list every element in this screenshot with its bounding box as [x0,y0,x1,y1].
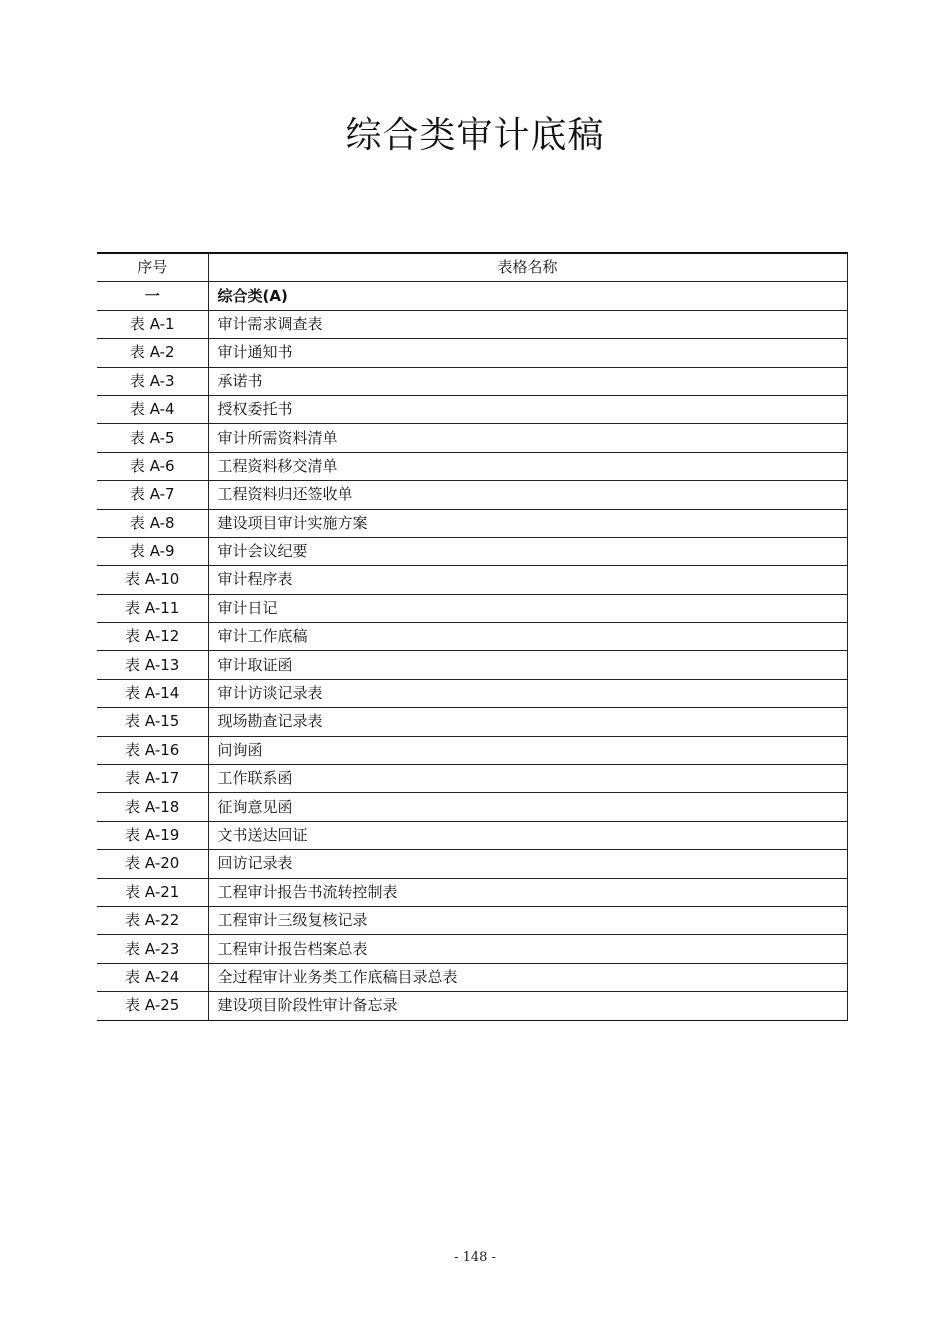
catalog-table [97,252,848,1021]
table-row [97,708,847,736]
row-seq: 表 A-17 [97,765,208,793]
header-name: 表格名称 [208,253,847,282]
table-header [97,253,847,282]
row-seq: 表 A-5 [97,424,208,452]
table-row [97,963,847,991]
row-seq: 表 A-19 [97,821,208,849]
row-seq: 表 A-3 [97,367,208,395]
row-name: 审计通知书 [208,339,847,367]
table-row [97,594,847,622]
row-name: 授权委托书 [208,395,847,423]
header-seq: 序号 [97,253,208,282]
table-row [97,906,847,934]
table-row [97,339,847,367]
table-row [97,310,847,338]
row-seq: 表 A-12 [97,623,208,651]
row-seq: 表 A-18 [97,793,208,821]
row-seq: 表 A-6 [97,452,208,480]
row-name: 审计需求调查表 [208,310,847,338]
row-seq: 表 A-21 [97,878,208,906]
table-row [97,509,847,537]
section-seq: 一 [97,282,208,310]
table-row [97,395,847,423]
row-name: 审计程序表 [208,566,847,594]
row-name: 工程审计三级复核记录 [208,906,847,934]
row-name: 征询意见函 [208,793,847,821]
row-name: 审计会议纪要 [208,537,847,565]
table-row [97,765,847,793]
row-seq: 表 A-25 [97,992,208,1020]
row-seq: 表 A-11 [97,594,208,622]
row-seq: 表 A-9 [97,537,208,565]
row-seq: 表 A-8 [97,509,208,537]
row-seq: 表 A-16 [97,736,208,764]
row-seq: 表 A-1 [97,310,208,338]
table-row [97,850,847,878]
row-seq: 表 A-15 [97,708,208,736]
table-row [97,367,847,395]
row-seq: 表 A-23 [97,935,208,963]
table-row [97,452,847,480]
row-seq: 表 A-10 [97,566,208,594]
row-seq: 表 A-7 [97,481,208,509]
row-name: 审计所需资料清单 [208,424,847,452]
row-name: 全过程审计业务类工作底稿目录总表 [208,963,847,991]
table-row [97,935,847,963]
row-name: 审计取证函 [208,651,847,679]
table-row [97,537,847,565]
table-row [97,992,847,1020]
table-row [97,736,847,764]
row-name: 回访记录表 [208,850,847,878]
row-name: 承诺书 [208,367,847,395]
row-seq: 表 A-13 [97,651,208,679]
table-row [97,793,847,821]
table-row [97,679,847,707]
header-row [97,253,847,282]
table-row [97,481,847,509]
page-number: - 148 - [454,1250,496,1265]
row-name: 建设项目阶段性审计备忘录 [208,992,847,1020]
page-title: 综合类审计底稿 [345,115,605,156]
row-name: 工程资料归还签收单 [208,481,847,509]
row-name: 审计访谈记录表 [208,679,847,707]
row-seq: 表 A-2 [97,339,208,367]
table-row [97,566,847,594]
table-row [97,821,847,849]
row-name: 工程审计报告档案总表 [208,935,847,963]
row-name: 工程审计报告书流转控制表 [208,878,847,906]
row-seq: 表 A-20 [97,850,208,878]
row-name: 审计日记 [208,594,847,622]
table-row [97,651,847,679]
row-seq: 表 A-22 [97,906,208,934]
section-name: 综合类(A) [208,282,847,310]
table-row [97,424,847,452]
table-body [97,282,847,1020]
row-name: 审计工作底稿 [208,623,847,651]
row-seq: 表 A-4 [97,395,208,423]
section-row [97,282,847,310]
row-name: 工作联系函 [208,765,847,793]
row-name: 工程资料移交清单 [208,452,847,480]
row-name: 建设项目审计实施方案 [208,509,847,537]
row-name: 现场勘查记录表 [208,708,847,736]
table-row [97,623,847,651]
row-seq: 表 A-14 [97,679,208,707]
row-name: 文书送达回证 [208,821,847,849]
table-row [97,878,847,906]
row-seq: 表 A-24 [97,963,208,991]
row-name: 问询函 [208,736,847,764]
